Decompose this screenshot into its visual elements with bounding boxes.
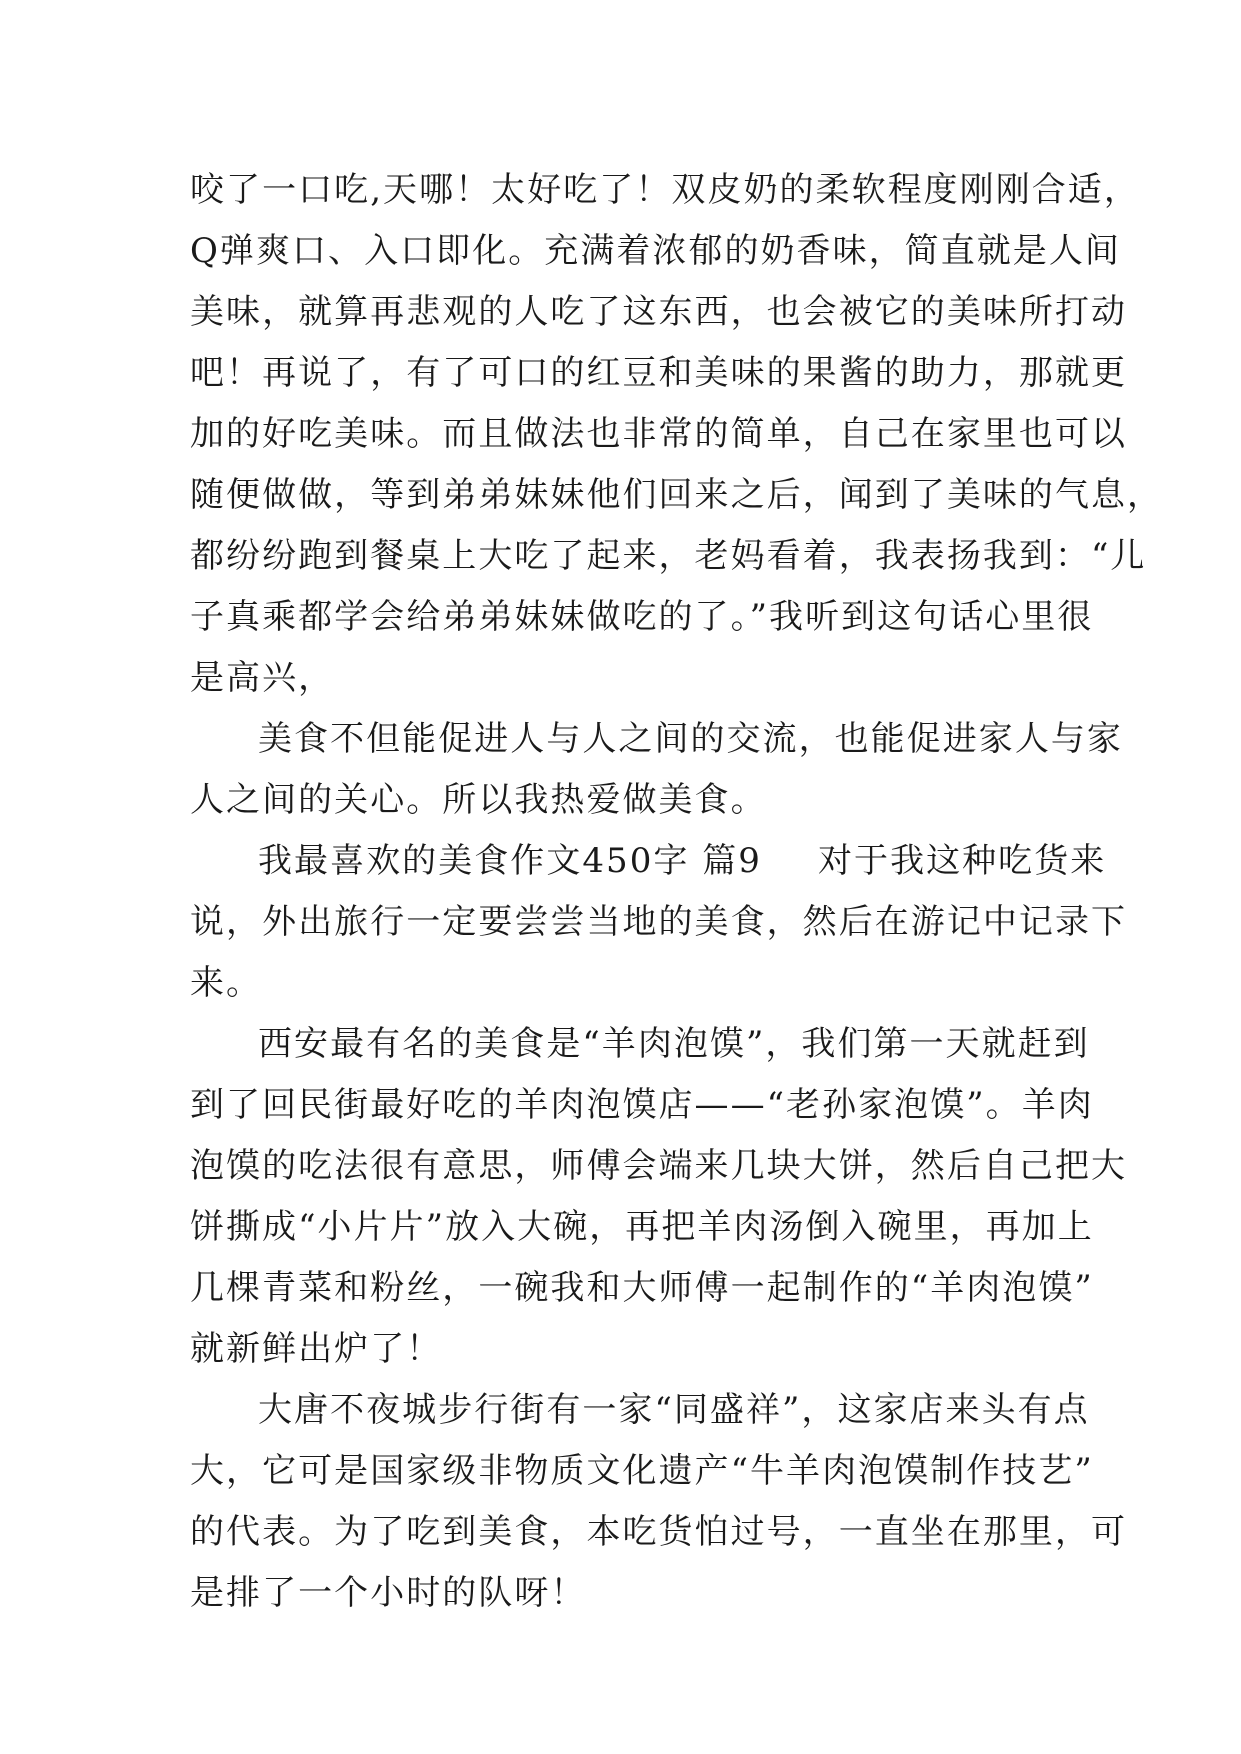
text-line: 随便做做，等到弟弟妹妹他们回来之后，闻到了美味的气息， bbox=[190, 475, 1164, 515]
text-line: 人之间的关心。所以我热爱做美食。 bbox=[190, 780, 767, 820]
text-line: 吧！再说了，有了可口的红豆和美味的果酱的助力，那就更 bbox=[190, 353, 1128, 393]
text-line: 是高兴， bbox=[190, 658, 335, 698]
text-line: 饼撕成“小片片”放入大碗，再把羊肉汤倒入碗里，再加上 bbox=[190, 1207, 1094, 1247]
text-line: 的代表。为了吃到美食，本吃货怕过号，一直坐在那里，可 bbox=[190, 1512, 1128, 1552]
section-heading: 我最喜欢的美食作文450字 篇9 bbox=[258, 841, 762, 881]
section-first-text: 对于我这种吃货来 bbox=[817, 841, 1107, 881]
paragraph-start-line: 西安最有名的美食是“羊肉泡馍”，我们第一天就赶到 bbox=[258, 1024, 1090, 1064]
text-line: 加的好吃美味。而且做法也非常的简单，自己在家里也可以 bbox=[190, 414, 1128, 454]
section-heading-line bbox=[190, 831, 1107, 892]
text-line: 是排了一个小时的队呀！ bbox=[190, 1573, 587, 1613]
text-line: 几棵青菜和粉丝，一碗我和大师傅一起制作的“羊肉泡馍” bbox=[190, 1268, 1094, 1308]
text-line: 美味，就算再悲观的人吃了这东西，也会被它的美味所打动 bbox=[190, 292, 1128, 332]
text-line: 来。 bbox=[190, 963, 263, 1003]
text-line: Q弹爽口、入口即化。充满着浓郁的奶香味，简直就是人间 bbox=[190, 231, 1121, 271]
essay-body bbox=[190, 160, 1164, 1624]
text-line: 子真乘都学会给弟弟妹妹做吃的了。”我听到这句话心里很 bbox=[190, 597, 1094, 637]
paragraph-start-line: 美食不但能促进人与人之间的交流，也能促进家人与家 bbox=[258, 719, 1123, 759]
text-line: 大，它可是国家级非物质文化遗产“牛羊肉泡馍制作技艺” bbox=[190, 1451, 1094, 1491]
text-line: 说，外出旅行一定要尝尝当地的美食，然后在游记中记录下 bbox=[190, 902, 1128, 942]
text-line: 就新鲜出炉了！ bbox=[190, 1329, 443, 1369]
text-line: 到了回民街最好吃的羊肉泡馍店——“老孙家泡馍”。羊肉 bbox=[190, 1085, 1094, 1125]
text-line: 都纷纷跑到餐桌上大吃了起来，老妈看着，我表扬我到：“儿 bbox=[190, 536, 1147, 576]
text-line: 咬了一口吃,天哪！太好吃了！双皮奶的柔软程度刚刚合适， bbox=[190, 170, 1140, 210]
text-line: 泡馍的吃法很有意思，师傅会端来几块大饼，然后自己把大 bbox=[190, 1146, 1128, 1186]
paragraph-start-line: 大唐不夜城步行街有一家“同盛祥”，这家店来头有点 bbox=[258, 1390, 1090, 1430]
